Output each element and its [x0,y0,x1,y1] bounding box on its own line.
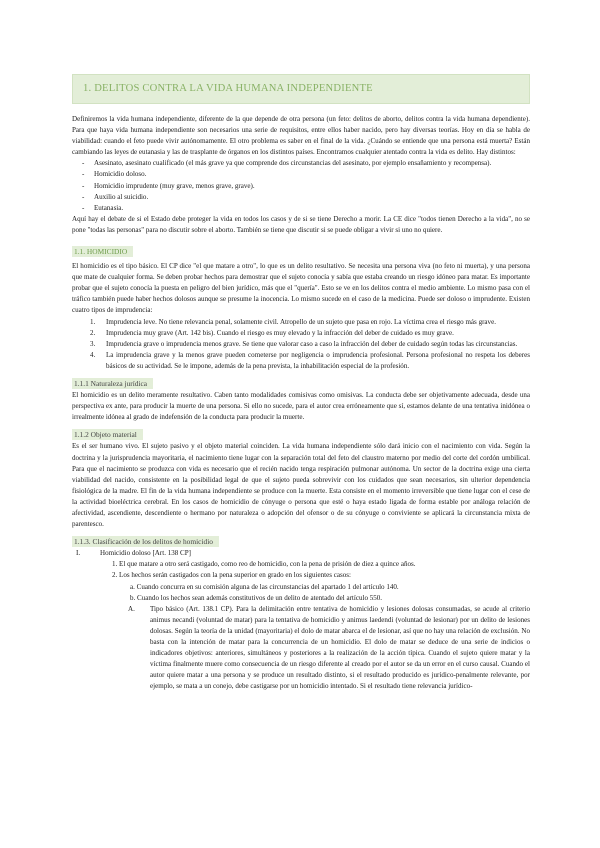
chapter-banner [72,74,530,104]
intro-bullet-list [72,158,530,213]
homicidio-paragraph: El homicidio es el tipo básico. El CP dice "el que matare a otro", lo que es un delito resultativo. Se necesita una persona viva (no feto ni muerta), y una persona que mate de cualquier forma. Se deben probar hechos para demostrar que el sujeto conocía y sabía que estaba creando un riesgo idóneo para matar. Es importante probar que el sujeto conocía la puesta en peligro del bien jurídico, más que el "quería". Esto se ve en los delitos contra el medio ambiente. Lo mismo pasa con el tráfico también puede haber hechos dolosos aunque se presume la inocencia. Lo mismo sucede en el caso de la medicina. Puede ser doloso o imprudente. Existen cuatro tipos de imprudencia: [72,262,530,315]
subsection-heading-clasificacion: 1.1.3. Clasificación de los delitos de homicidio [72,536,219,547]
article-line-2a: a. Cuando concurra en su comisión alguna de las circunstancias del apartado 1 del artículo 140. [130,582,399,591]
list-item: - Homicidio imprudente (muy grave, menos grave, grave). [72,181,530,192]
bullet-dash: - [82,159,85,168]
imprudence-list [72,317,530,372]
objeto-paragraph: Es el ser humano vivo. El sujeto pasivo y el objeto material coinciden. La vida humana independiente sólo dará inicio con el nacimiento con vida. Según la doctrina y la jurisprudencia mayoritaria, el nacimiento tiene lugar con la separación total del feto del claustro materno por medio del corte del cordón umbilical. Para que el nacimiento se produzca con vida es necesario que el recién nacido tenga respiración pulmonar autónoma. Un sector de la doctrina exige una cierta viabilidad del nacido, consistente en la posibilidad legal de que el sujeto pueda sobrevivir con los cuidados que sean necesarios, sin ulterior dependencia fisiológica de la madre. El fin de la vida humana independiente se produce con la muerte. Esta consiste en el momento irreversible que tiene lugar con el cese de la actividad bioeléctrica cerebral. En los casos de homicidio de cónyuge o persona que esté o haya estado ligada de forma estable por análoga relación de afectividad, ascendiente, descendiente o hermano por naturaleza o adopción del ofensor o de su cónyuge o conviviente se aplicará la circunstancia mixta de parentesco. [72,442,530,529]
bullet-dash: - [82,203,85,212]
roman-list-item: I. Homicidio doloso [Art. 138 CP] [76,549,192,558]
naturaleza-paragraph: El homicidio es un delito meramente resultativo. Caben tanto modalidades comisivas como omisivas. La conducta debe ser objetivamente adecuada, desde una perspectiva ex ante, para producir la muerte de una persona. Si ello no sucede, para el autor crea erróneamente que sí, estamos delante de una tentativa inidónea o irrealmente idónea al grado de indefensión de la conducta para producir la muerte. [72,391,530,422]
list-item: - Auxilio al suicidio. [72,192,530,203]
document-body [72,114,530,693]
article-line-1: 1. El que matare a otro será castigado, como reo de homicidio, con la pena de prisión de diez a quince años. [112,560,416,569]
article-line-2b: b. Cuando los hechos sean además constitutivos de un delito de atentado del artículo 550. [130,593,383,602]
intro-paragraph: Definiremos la vida humana independiente, diferente de la que depende de otra persona (un feto: delitos de aborto, delitos contra la vida humana dependiente). Para que haya vida humana independiente son necesarios una serie de requisitos, entre ellos haber nacido, pero hay diversas teorías. Hoy en día se habla de viabilidad: cuando el feto puede vivir autónomamente. El otro problema es saber en el final de la vida. ¿Cuándo se entiende que una persona está muerta? Están cambiando las leyes de eutanasia y las de trasplante de órganos en los distintos países. Encontramos cualquier atentado contra la vida es delito. Hay distintos: [72,115,530,157]
list-item: 4. La imprudencia grave y la menos grave pueden cometerse por negligencia o imprudencia profesional. Persona profesional no respeta los deberes básicos de su actividad. Se le impone, además de la pena prevista, la inhabilitación especial de la profesión. [90,350,530,370]
article-line-2: 2. Los hechos serán castigados con la pena superior en grado en los siguientes casos: [112,571,351,580]
intro-closing-paragraph: Aquí hay el debate de si el Estado debe proteger la vida en todos los casos y de si se tiene Derecho a morir. La CE dice "todos tienen Derecho a la vida", no se pone "todas las personas" para no discutir sobre el aborto. También se tiene que discutir si se puede obligar a vivir si uno no quiere. [72,214,530,234]
bullet-dash: - [82,181,85,190]
alpha-list-item: A. Tipo básico (Art. 138.1 CP). Para la delimitación entre tentativa de homicidio y lesiones dolosas consumadas, se acude al criterio animus necandi (voluntad de matar) para la tentativa de homicidio y animus laedendi (voluntad de lesionar) por un delito de lesiones dolosas. Según la teoría de la unidad (mayoritaria) el dolo de matar abarca el de lesionar, así que no hay una relación de exclusión. No basta con la intención de matar para la concurrencia de un homicidio. El dolo de matar se deduce de una serie de indicios o indicadores objetivos: anteriores, simultáneos y posteriores a la realización de la acción típica. Cuando el sujeto quiere matar y la víctima finalmente muere como consecuencia de un riesgo diferente al creado por el autor se da un error en el curso causal. Cuando el autor quiere matar a una persona y se produce un resultado distinto, si el resultado producido es jurídico-penalmente relevante, por ejemplo, se mata a un conejo, debe castigarse por un homicidio intentado. Si el resultado tiene relevancia jurídico- [128,604,530,691]
bullet-dash: - [82,192,85,201]
list-item: 3. Imprudencia grave o imprudencia menos grave. Se tiene que valorar caso a caso la infracción del deber de cuidado según todas las circunstancias. [90,339,518,348]
list-item: - Eutanasia. [72,203,530,214]
subsection-heading-naturaleza: 1.1.1 Naturaleza jurídica [72,378,153,389]
section-heading-homicidio: 1.1. HOMICIDIO [72,246,133,257]
list-item: 2. Imprudencia muy grave (Art. 142 bis). Cuando el riesgo es muy elevado y la infracción del deber de cuidado es muy grave. [90,328,454,337]
list-item: - Asesinato, asesinato cualificado (el más grave ya que comprende dos circunstancias del asesinato, por ejemplo ensañamiento y recompensa). [72,158,530,169]
list-item: - Homicidio doloso. [72,169,530,180]
chapter-title: 1. DELITOS CONTRA LA VIDA HUMANA INDEPENDIENTE [83,83,373,94]
subsection-heading-objeto: 1.1.2 Objeto material [72,429,143,440]
bullet-dash: - [82,170,85,179]
list-item: 1. Imprudencia leve. No tiene relevancia penal, solamente civil. Atropello de un sujeto que pasa en rojo. La víctima crea el riesgo más grave. [90,317,496,326]
